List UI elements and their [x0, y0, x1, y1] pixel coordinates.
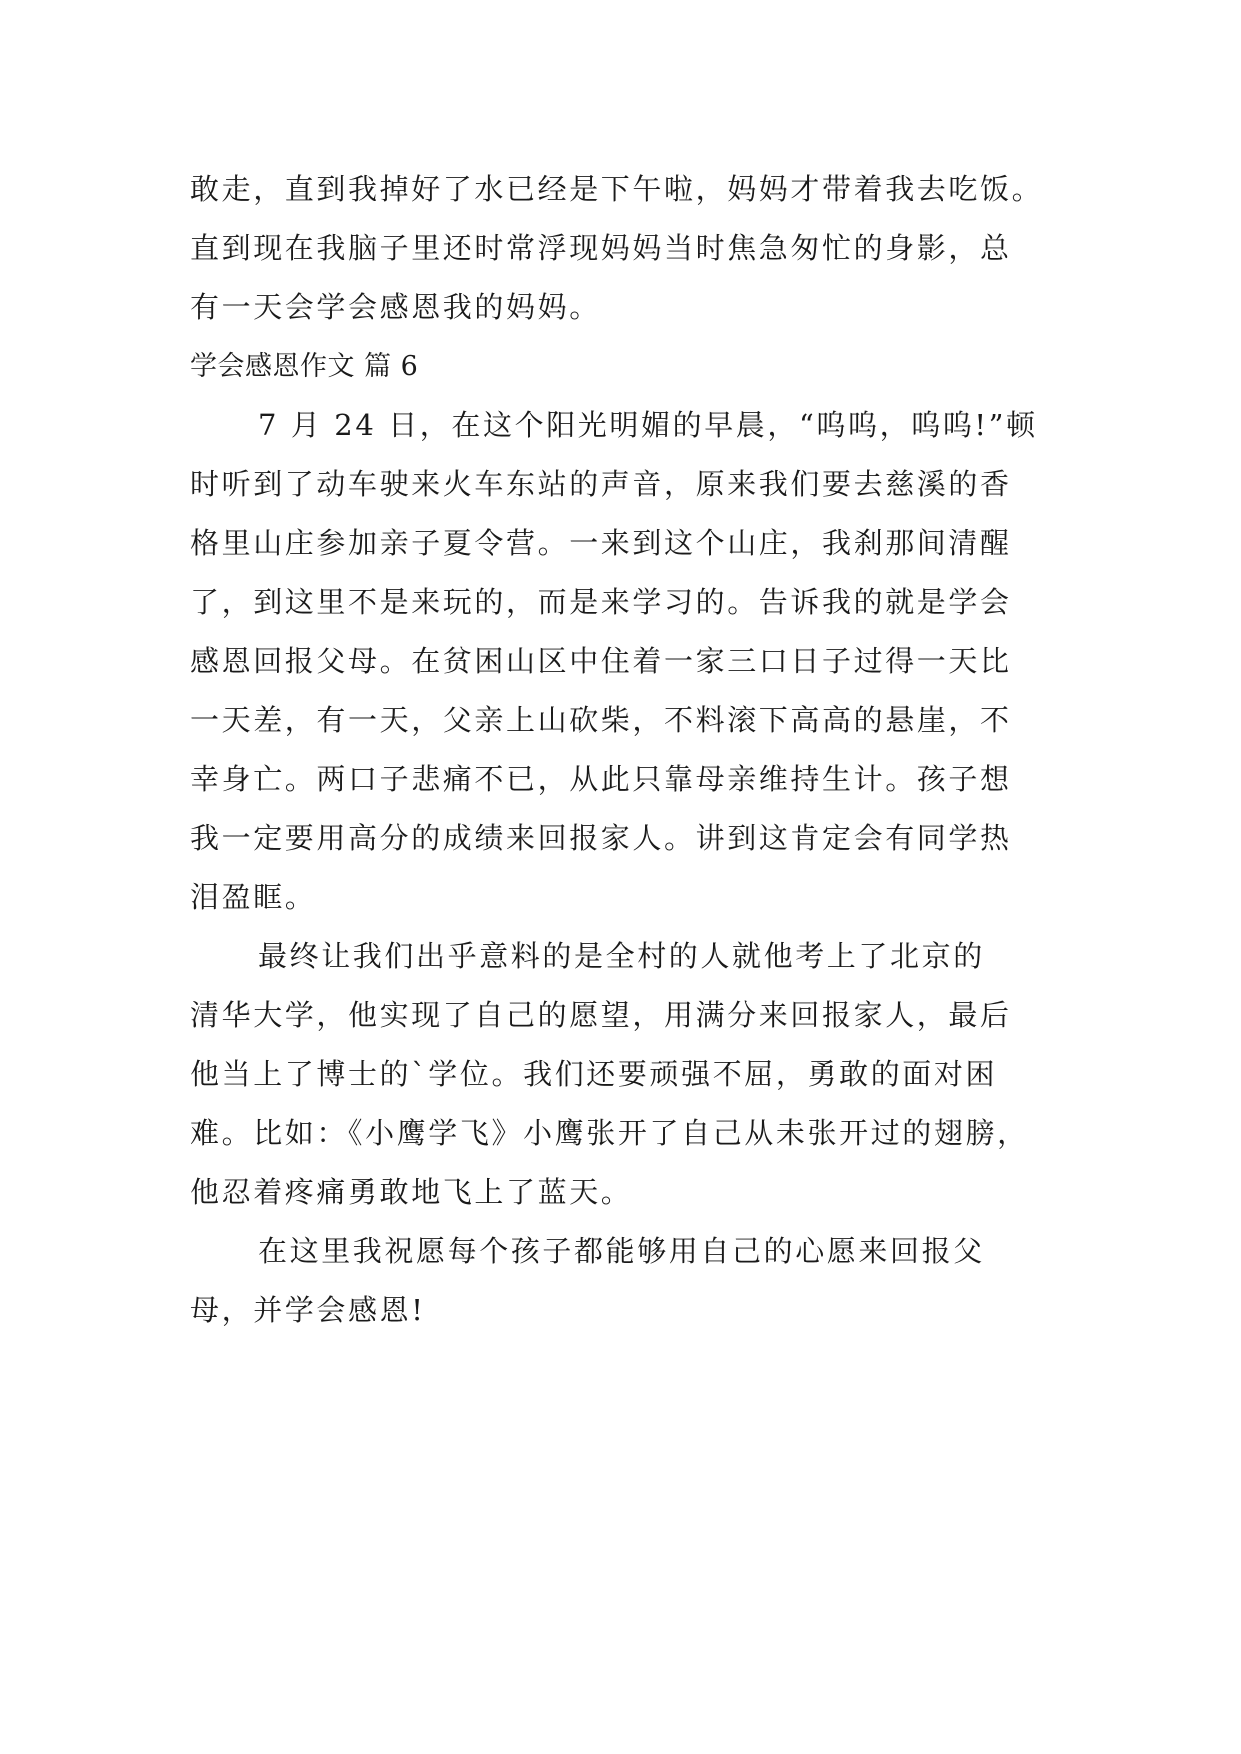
- section-heading: 学会感恩作文 篇 6: [190, 351, 419, 382]
- document-body: [190, 160, 1050, 1340]
- text-line: 7 月 24 日，在这个阳光明媚的早晨，“呜呜，呜呜!”顿: [258, 408, 1038, 442]
- text-line: 他当上了博士的`学位。我们还要顽强不屈，勇敢的面对困: [190, 1057, 998, 1091]
- text-line: 直到现在我脑子里还时常浮现妈妈当时焦急匆忙的身影，总: [190, 231, 1012, 265]
- text-line: 他忍着疼痛勇敢地飞上了蓝天。: [190, 1175, 633, 1209]
- text-line: 最终让我们出乎意料的是全村的人就他考上了北京的: [258, 939, 985, 973]
- text-line: 感恩回报父母。在贫困山区中住着一家三口日子过得一天比: [190, 644, 1012, 678]
- text-line: 时听到了动车驶来火车东站的声音，原来我们要去慈溪的香: [190, 467, 1012, 501]
- text-line: 母，并学会感恩!: [190, 1293, 426, 1327]
- text-line: 一天差，有一天，父亲上山砍柴，不料滚下高高的悬崖，不: [190, 703, 1012, 737]
- text-line: 难。比如：《小鹰学飞》小鹰张开了自己从未张开过的翅膀，: [190, 1116, 1029, 1150]
- text-line: 了，到这里不是来玩的，而是来学习的。告诉我的就是学会: [190, 585, 1012, 619]
- text-line: 在这里我祝愿每个孩子都能够用自己的心愿来回报父: [258, 1234, 985, 1268]
- text-line: 泪盈眶。: [190, 880, 317, 914]
- text-line: 清华大学，他实现了自己的愿望，用满分来回报家人，最后: [190, 998, 1012, 1032]
- text-line: 幸身亡。两口子悲痛不已，从此只靠母亲维持生计。孩子想: [190, 762, 1012, 796]
- text-line: 格里山庄参加亲子夏令营。一来到这个山庄，我刹那间清醒: [190, 526, 1012, 560]
- text-line: 我一定要用高分的成绩来回报家人。讲到这肯定会有同学热: [190, 821, 1012, 855]
- text-line: 敢走，直到我掉好了水已经是下午啦，妈妈才带着我去吃饭。: [190, 172, 1044, 206]
- text-line: 有一天会学会感恩我的妈妈。: [190, 290, 601, 324]
